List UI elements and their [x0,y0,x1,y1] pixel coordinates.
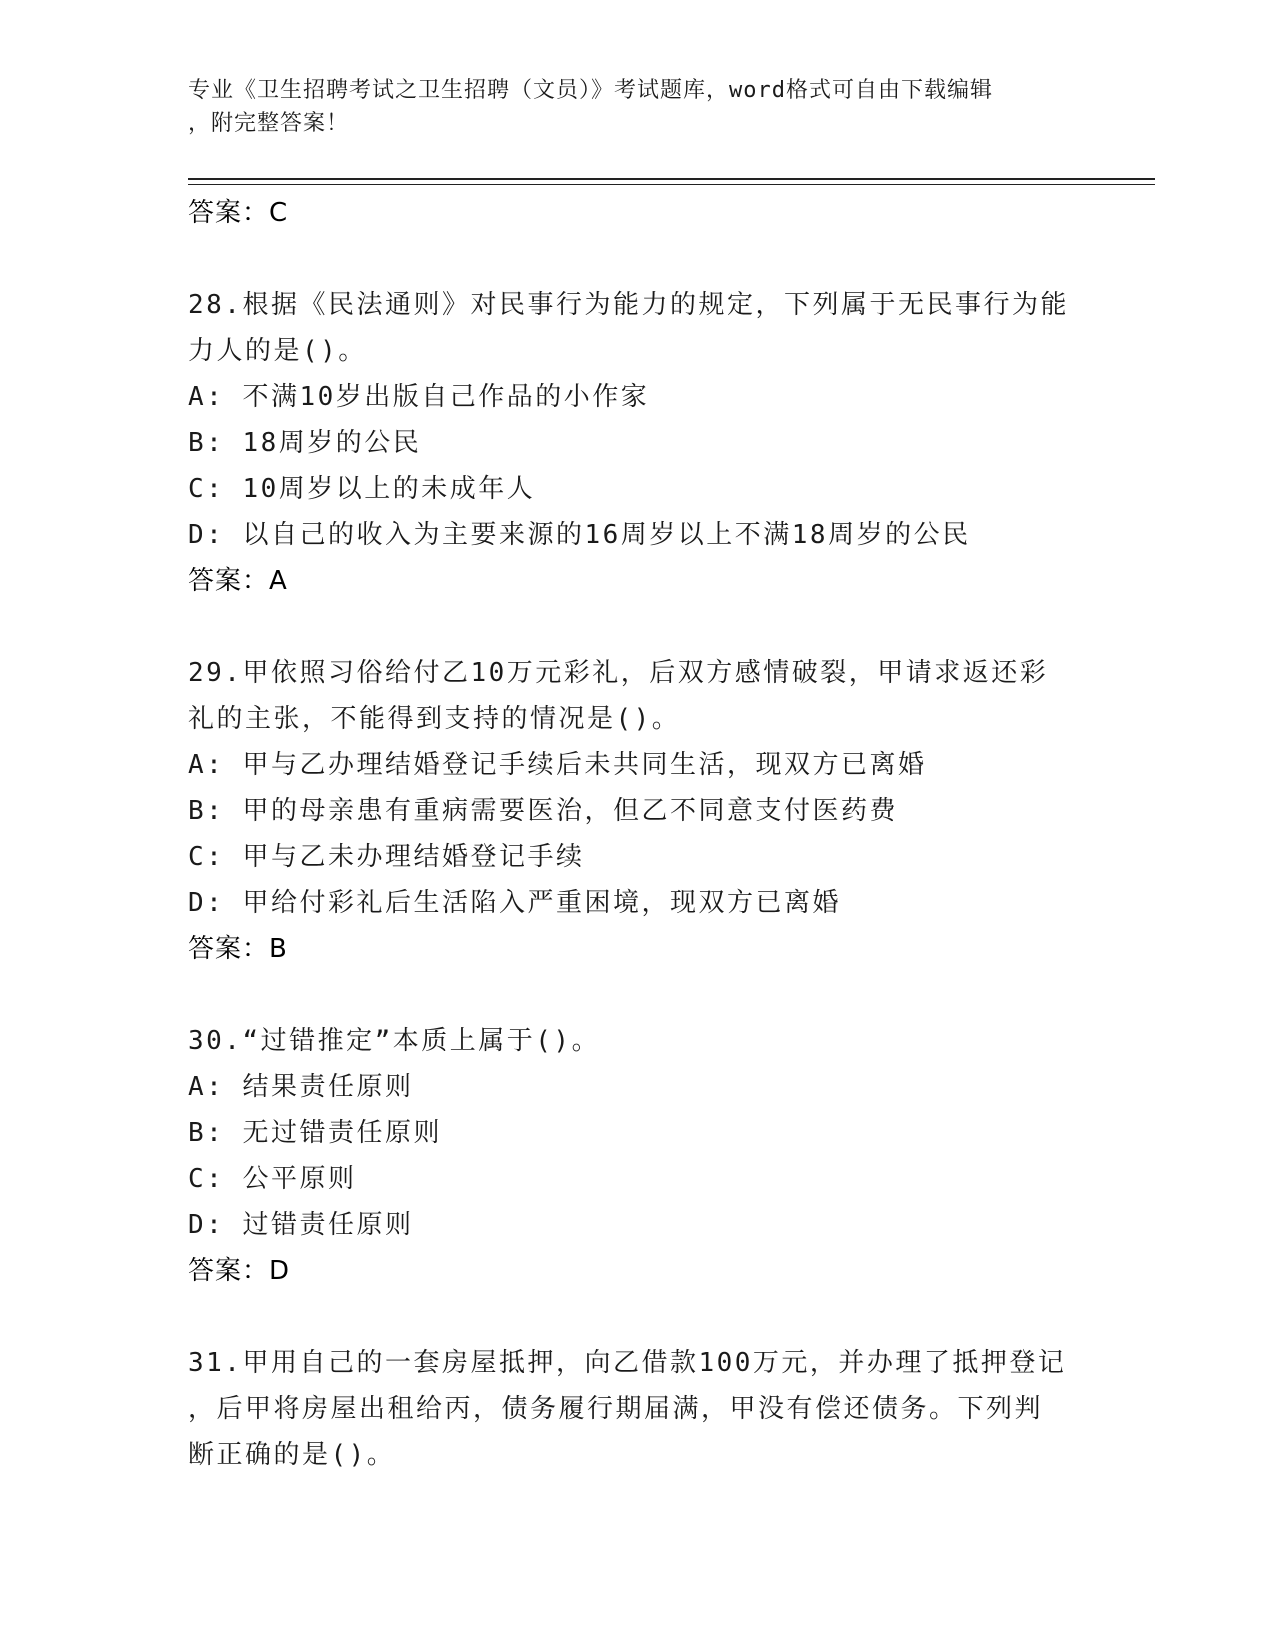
header-line-1: 专业《卫生招聘考试之卫生招聘（文员）》考试题库，word格式可自由下载编辑 [188,78,993,103]
answer-line: 答案：C [188,198,289,228]
question-stem: 礼的主张，不能得到支持的情况是()。 [188,704,681,734]
question-stem: ，后甲将房屋出租给丙，债务履行期届满，甲没有偿还债务。下列判 [188,1394,1044,1424]
option-b: B: 18周岁的公民 [188,428,422,458]
option-c: C: 10周岁以上的未成年人 [188,474,536,504]
header-line-2: ，附完整答案！ [188,111,350,136]
option-a: A: 结果责任原则 [188,1072,414,1102]
option-c: C: 公平原则 [188,1164,357,1194]
question-list [188,190,1088,1478]
question-stem: 30.“过错推定”本质上属于()。 [188,1026,601,1056]
option-d: D: 过错责任原则 [188,1210,414,1240]
answer-line: 答案：B [188,934,288,964]
question-stem: 28.根据《民法通则》对民事行为能力的规定，下列属于无民事行为能 [188,290,1069,320]
document-header [188,74,1088,140]
header-divider-thin [188,184,1155,185]
header-divider-thick [188,178,1155,180]
option-b: B: 无过错责任原则 [188,1118,442,1148]
option-d: D: 甲给付彩礼后生活陷入严重困境，现双方已离婚 [188,888,841,918]
spacer [188,1294,1088,1340]
spacer [188,972,1088,1018]
question-stem: 31.甲用自己的一套房屋抵押，向乙借款100万元，并办理了抵押登记 [188,1348,1067,1378]
option-a: A: 甲与乙办理结婚登记手续后未共同生活，现双方已离婚 [188,750,927,780]
question-stem: 断正确的是()。 [188,1440,396,1470]
option-d: D: 以自己的收入为主要来源的16周岁以上不满18周岁的公民 [188,520,971,550]
question-28 [188,282,1088,604]
option-a: A: 不满10岁出版自己作品的小作家 [188,382,650,412]
option-b: B: 甲的母亲患有重病需要医治，但乙不同意支付医药费 [188,796,898,826]
option-c: C: 甲与乙未办理结婚登记手续 [188,842,585,872]
question-30 [188,1018,1088,1294]
answer-line: 答案：D [188,1256,291,1286]
question-29 [188,650,1088,972]
question-stem: 29.甲依照习俗给付乙10万元彩礼，后双方感情破裂，甲请求返还彩 [188,658,1049,688]
answer-line: 答案：A [188,566,288,596]
question-31 [188,1340,1088,1478]
question-stem: 力人的是()。 [188,336,367,366]
spacer [188,604,1088,650]
spacer [188,236,1088,282]
